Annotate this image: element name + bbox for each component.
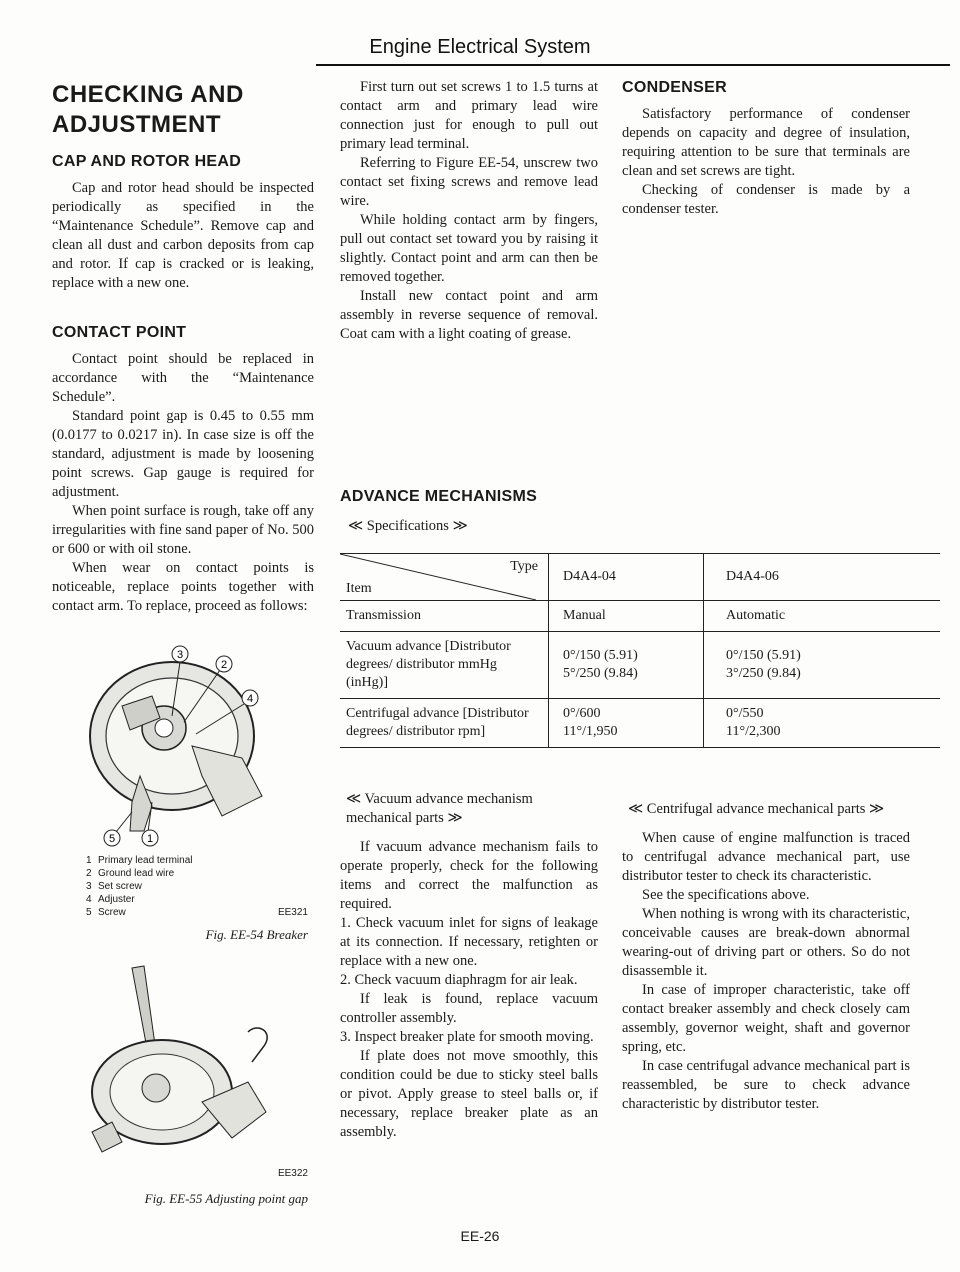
advance-heading: ADVANCE MECHANISMS <box>340 488 538 505</box>
section-title: CHECKING AND ADJUSTMENT <box>52 81 244 138</box>
callout-3: 3 <box>176 649 184 661</box>
col-header-d4a4-04: D4A4-04 <box>549 554 704 601</box>
centrifugal-p1: When cause of engine malfunction is traced to centrifugal advance mechanical part, use distributor tester to check its characteristic. <box>622 830 910 884</box>
vacuum-step-2b: If leak is found, replace vacuum controller assembly. <box>340 991 598 1026</box>
type-label: Type <box>510 559 538 574</box>
middle-p4: Install new contact point and arm assembly in reverse sequence of removal. Coat cam with a light coating of grease. <box>340 288 598 342</box>
callout-1: 1 <box>146 833 154 845</box>
header-rule <box>316 64 950 66</box>
cap-rotor-text: Cap and rotor head should be inspected periodically as specified in the “Maintenance Schedule”. Remove cap and clean all dust and carbon deposits from cap and rotor. If cap is cracked or is leaking, replace with a new one. <box>52 180 314 291</box>
table-row: Vacuum advance [Distributor degrees/ distributor mmHg (inHg)] 0°/150 (5.91) 5°/250 (9.84) 0°/150 (5.91) 3°/250 (9.84) <box>340 632 940 699</box>
callout-5: 5 <box>108 833 116 845</box>
vacuum-step-2: 2. Check vacuum diaphragm for air leak. <box>340 972 578 988</box>
col-header-d4a4-06: D4A4-06 <box>704 554 941 601</box>
vacuum-subhead: ≪ Vacuum advance mechanism mechanical parts ≫ <box>346 791 533 826</box>
centrifugal-p5: In case centrifugal advance mechanical part is reassembled, be sure to check advance characteristic by distributor tester. <box>622 1058 910 1112</box>
left-column <box>52 80 314 1212</box>
breaker-legend: 1 Primary lead terminal 2 Ground lead wire 3 Set screw 4 Adjuster 5 Screw EE321 <box>86 855 308 918</box>
callout-4: 4 <box>246 693 254 705</box>
cap-rotor-heading: CAP AND ROTOR HEAD <box>52 153 242 170</box>
vacuum-step-3b: If plate does not move smoothly, this condition could be due to sticky steel balls or pivot. Apply grease to steel balls or, if necessary, replace breaker plate as an assembly. <box>340 1048 598 1140</box>
contact-p2: Standard point gap is 0.45 to 0.55 mm (0.0177 to 0.0217 in). In case size is off the standard, adjustment is made by loosening point screws. Gap gauge is required for adjustment. <box>52 408 314 500</box>
middle-p2: Referring to Figure EE-54, unscrew two contact set fixing screws and remove lead wire. <box>340 155 598 209</box>
contact-p1: Contact point should be replaced in accordance with the “Maintenance Schedule”. <box>52 351 314 405</box>
contact-p4: When wear on contact points is noticeable, replace points together with contact arm. To replace, proceed as follows: <box>52 560 314 614</box>
vacuum-advance-section <box>340 790 598 1142</box>
figure-code-ee321: EE321 <box>277 907 308 918</box>
callout-2: 2 <box>220 659 228 671</box>
middle-column <box>340 78 598 344</box>
page-header: Engine Electrical System <box>369 36 591 58</box>
breaker-figure <box>52 626 314 944</box>
page-number: EE-26 <box>460 1228 500 1244</box>
figure-code-ee322: EE322 <box>277 1168 308 1179</box>
centrifugal-p2: See the specifications above. <box>642 887 810 903</box>
centrifugal-p3: When nothing is wrong with its characteristic, conceivable causes are break-down abnormal wearing-out of driving part or others. So do not disassemble it. <box>622 906 910 979</box>
point-gap-figure <box>52 962 314 1208</box>
vacuum-step-1: 1. Check vacuum inlet for signs of leakage at its connection. If necessary, retighten or replace with a new one. <box>340 915 598 969</box>
middle-p3: While holding contact arm by fingers, pull out contact set toward you by raising it slightly. Contact point and arm can then be removed together. <box>340 212 598 285</box>
specifications-label: ≪ Specifications ≫ <box>348 518 468 534</box>
item-label: Item <box>346 581 372 596</box>
condenser-p2: Checking of condenser is made by a condenser tester. <box>622 182 910 217</box>
vacuum-step-3: 3. Inspect breaker plate for smooth moving. <box>340 1029 594 1045</box>
centrifugal-p4: In case of improper characteristic, take off contact breaker assembly and check closely cam assembly, governor weight, shaft and governor spring, etc. <box>622 982 910 1055</box>
breaker-illustration <box>52 626 314 848</box>
centrifugal-subhead: ≪ Centrifugal advance mechanical parts ≫ <box>628 801 885 817</box>
contact-p3: When point surface is rough, take off any irregularities with fine sand paper of No. 500 or 600 or with oil stone. <box>52 503 314 557</box>
condenser-p1: Satisfactory performance of condenser depends on capacity and degree of insulation, requiring attention to be sure that terminals are clean and set screws are tight. <box>622 106 910 179</box>
middle-p1: First turn out set screws 1 to 1.5 turns at contact arm and primary lead wire connection just for enough to pull out primary lead terminal. <box>340 79 598 152</box>
fig-ee55-caption: Fig. EE-55 Adjusting point gap <box>144 1191 308 1206</box>
centrifugal-advance-section <box>622 800 910 1114</box>
specifications-table <box>340 553 940 748</box>
right-column <box>622 78 910 219</box>
table-row: Transmission Manual Automatic <box>340 601 940 632</box>
advance-mechanisms-section <box>340 488 940 748</box>
vacuum-p1: If vacuum advance mechanism fails to operate properly, check for the following items and correct the malfunction as required. <box>340 839 598 912</box>
table-row: Centrifugal advance [Distributor degrees/ distributor rpm] 0°/600 11°/1,950 0°/550 11°/2,300 <box>340 699 940 748</box>
contact-point-heading: CONTACT POINT <box>52 324 187 341</box>
point-gap-illustration <box>52 962 314 1158</box>
fig-ee54-caption: Fig. EE-54 Breaker <box>205 927 308 942</box>
condenser-heading: CONDENSER <box>622 79 727 96</box>
